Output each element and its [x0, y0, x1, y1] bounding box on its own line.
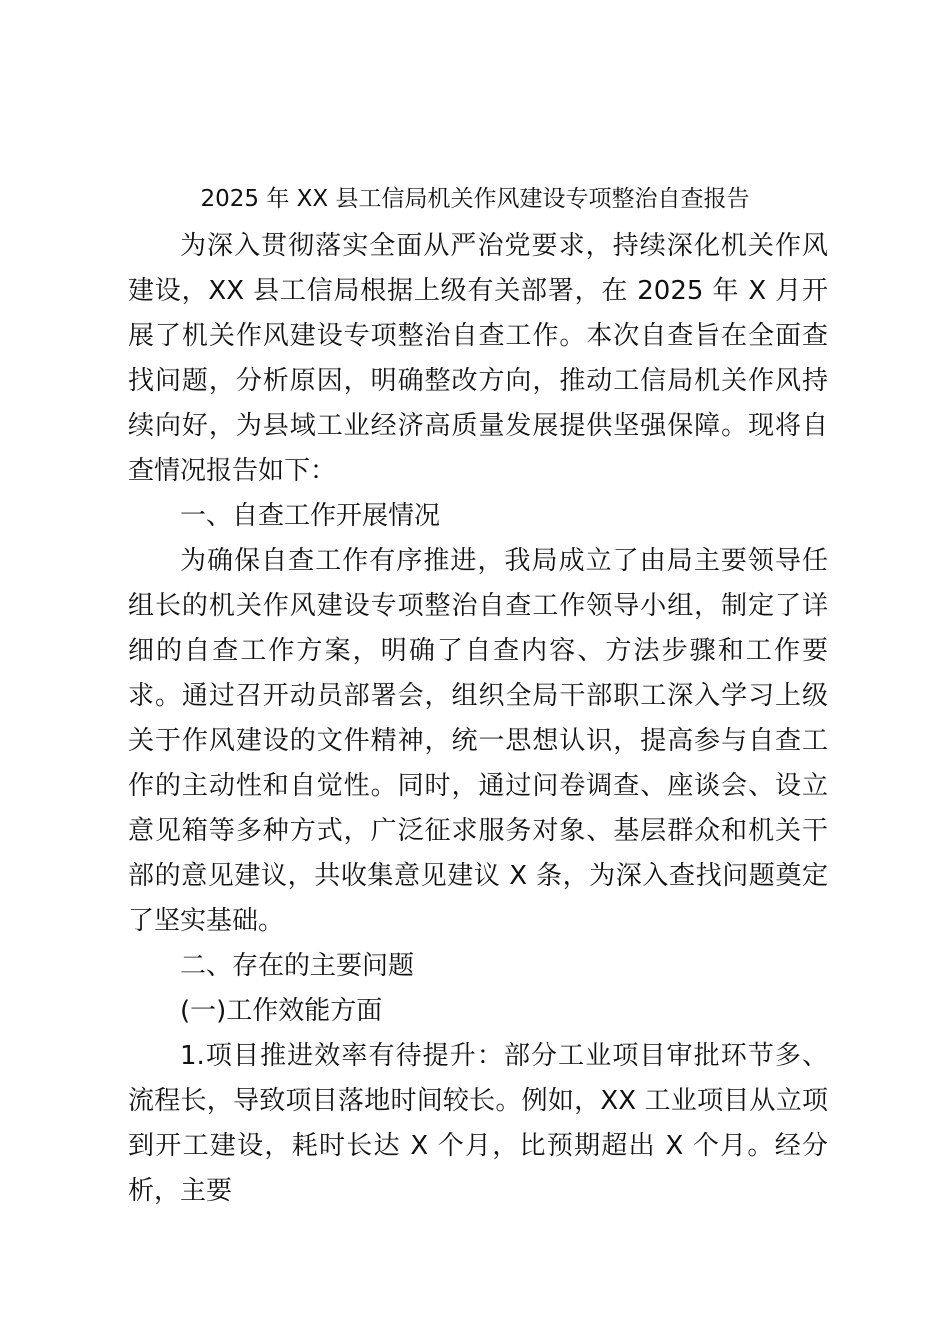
subsection-heading-1: (一)工作效能方面	[180, 996, 383, 1026]
item-1-paragraph: 1.项目推进效率有待提升：部分工业项目审批环节多、流程长，导致项目落地时间较长。例如，XX 工业项目从立项到开工建设，耗时长达 X 个月，比预期超出 X 个月。经分析，主要	[128, 1041, 828, 1206]
document-body	[128, 224, 828, 1214]
section-1-paragraph: 为确保自查工作有序推进，我局成立了由局主要领导任组长的机关作风建设专项整治自查工作领导小组，制定了详细的自查工作方案，明确了自查内容、方法步骤和工作要求。通过召开动员部署会，组织全局干部职工深入学习上级关于作风建设的文件精神，统一思想认识，提高参与自查工作的主动性和自觉性。同时，通过问卷调查、座谈会、设立意见箱等多种方式，广泛征求服务对象、基层群众和机关干部的意见建议，共收集意见建议 X 条，为深入查找问题奠定了坚实基础。	[128, 546, 828, 936]
section-heading-1: 一、自查工作开展情况	[180, 501, 441, 531]
document-title: 2025 年 XX 县工信局机关作风建设专项整治自查报告	[200, 186, 750, 212]
intro-paragraph: 为深入贯彻落实全面从严治党要求，持续深化机关作风建设，XX 县工信局根据上级有关部署，在 2025 年 X 月开展了机关作风建设专项整治自查工作。本次自查旨在全面查找问题，分析原因，明确整改方向，推动工信局机关作风持续向好，为县域工业经济高质量发展提供坚强保障。现将自查情况报告如下：	[128, 231, 828, 486]
section-heading-2: 二、存在的主要问题	[180, 951, 415, 981]
